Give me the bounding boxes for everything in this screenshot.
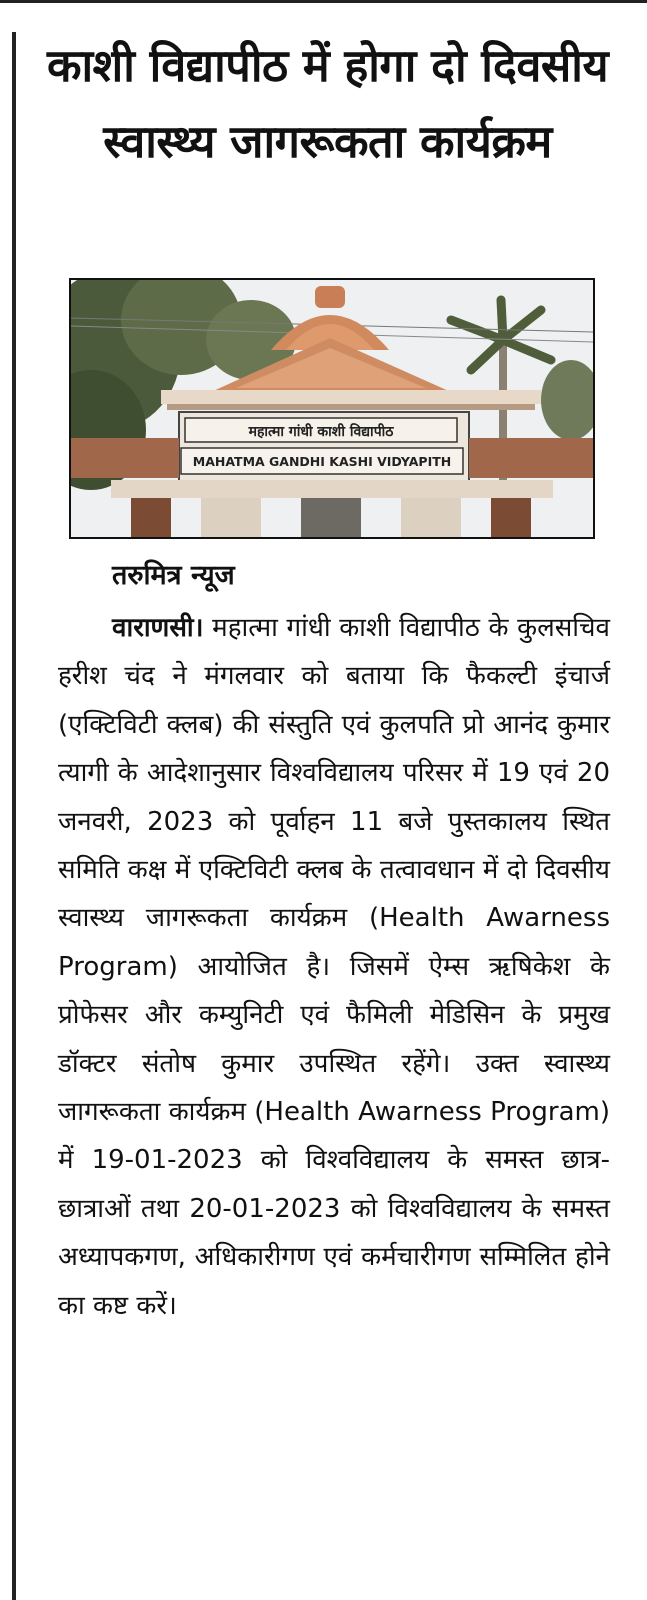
top-border-rule [0, 0, 647, 3]
article-photo [69, 278, 595, 539]
gate-photo-illustration [71, 280, 593, 537]
article-byline: तरुमित्र न्यूज [112, 560, 235, 591]
article-body-text: महात्मा गांधी काशी विद्यापीठ के कुलसचिव हरीश चंद ने मंगलवार को बताया कि फैकल्टी इंचार्ज (एक्टिविटी क्लब) की संस्तुति एवं कुलपति प्रो आनंद कुमार त्यागी के आदेशानुसार विश्वविद्यालय परिसर में 19 एवं 20 जनवरी, 2023 को पूर्वाहन 11 बजे पुस्तकालय स्थित समिति कक्ष में एक्टिविटी क्लब के तत्वावधान में दो दिवसीय स्वास्थ्य जागरूकता कार्यक्रम (Health Awarness Program) आयोजित है। जिसमें ऐम्स ऋषिकेश के प्रोफेसर और कम्युनिटी एवं फैमिली मेडिसिन के प्रमुख डॉक्टर संतोष कुमार उपस्थित रहेंगे। उक्त स्वास्थ्य जागरूकता कार्यक्रम (Health Awarness Program) में 19-01-2023 को विश्वविद्यालय के समस्त छात्र-छात्राओं तथा 20-01-2023 को विश्वविद्यालय के समस्त अध्यापकगण, अधिकारीगण एवं कर्मचारीगण सम्मिलित होने का कष्ट करें। [58, 613, 610, 1321]
column-border-rule [12, 32, 16, 1600]
gate-sign-english: MAHATMA GANDHI KASHI VIDYAPITH [192, 454, 452, 469]
article-headline: काशी विद्यापीठ में होगा दो दिवसीय स्वास्थ्य जागरूकता कार्यक्रम [46, 39, 609, 168]
article-dateline: वाराणसी। [112, 613, 204, 643]
article-body [58, 604, 610, 1330]
gate-sign-hindi: महात्मा गांधी काशी विद्यापीठ [248, 424, 394, 440]
